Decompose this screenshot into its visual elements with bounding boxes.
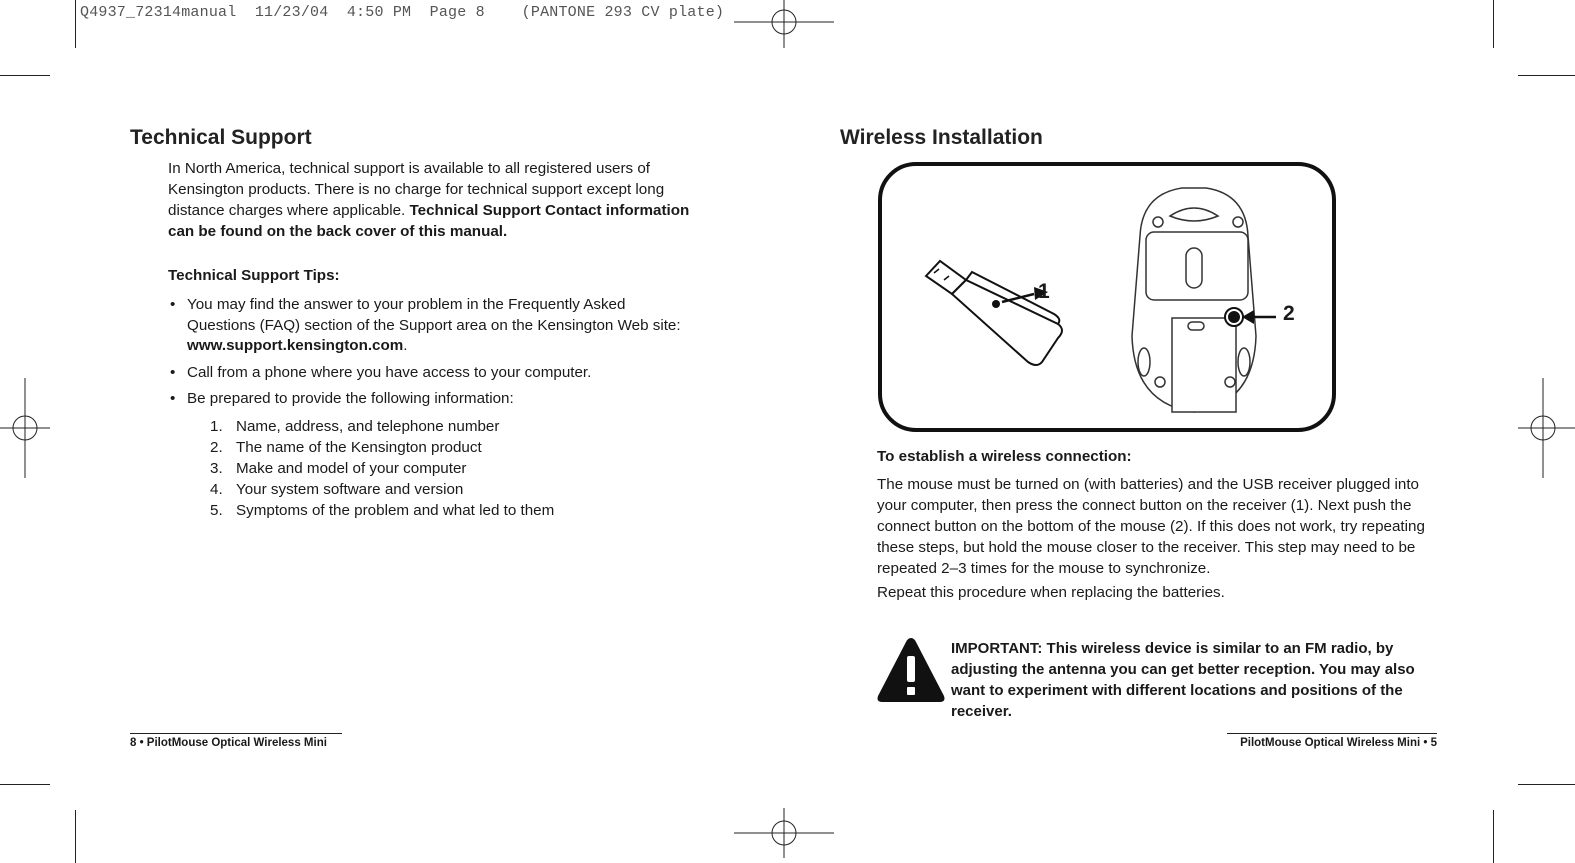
- intro-text: In North America, technical support is available to all registered users of Kensington products. There is no charge for technical support except long distance charges where applicable.: [168, 160, 665, 219]
- left-page-footer: 8 • PilotMouse Optical Wireless Mini: [130, 733, 342, 749]
- list-item: [210, 479, 554, 500]
- tip-text: Be prepared to provide the following information:: [187, 390, 514, 407]
- list-item: [210, 500, 554, 521]
- list-text: Your system software and version: [236, 481, 464, 498]
- installation-figure: [878, 162, 1336, 432]
- receiver-connect-button-icon: [992, 300, 1000, 308]
- list-number: 4.: [210, 481, 223, 498]
- list-item: [168, 295, 688, 357]
- tips-heading: Technical Support Tips:: [168, 267, 340, 284]
- list-number: 2.: [210, 439, 223, 456]
- bullet-icon: •: [170, 390, 176, 407]
- list-number: 1.: [210, 418, 223, 435]
- registration-mark-icon: [734, 0, 834, 48]
- repeat-note: Repeat this procedure when replacing the batteries.: [877, 584, 1225, 601]
- intro-contact-note: Technical Support Contact information can be found on the back cover of this manual.: [168, 202, 690, 240]
- tip-text: Call from a phone where you have access to your computer.: [187, 363, 592, 381]
- registration-mark-icon: [0, 378, 50, 478]
- right-page-footer: PilotMouse Optical Wireless Mini • 5: [1227, 733, 1437, 749]
- list-text: Make and model of your computer: [236, 460, 467, 477]
- list-item: [168, 363, 688, 384]
- list-text: Symptoms of the problem and what led to them: [236, 502, 555, 519]
- mouse-underside-icon: [1132, 188, 1256, 412]
- crop-mark: [1493, 0, 1494, 48]
- important-note: IMPORTANT: This wireless device is similar to an FM radio, by adjusting the antenna you can get better reception. You may also want to experiment with different locations and positions of the receiver.: [951, 640, 1415, 720]
- tip-text-end: .: [403, 337, 408, 354]
- warning-triangle-icon: [876, 636, 946, 704]
- list-number: 3.: [210, 460, 223, 477]
- crop-mark: [75, 0, 76, 48]
- crop-mark: [1518, 784, 1575, 785]
- list-item: [210, 437, 554, 458]
- crop-mark: [0, 784, 50, 785]
- list-item: [210, 458, 554, 479]
- usb-receiver-icon: [926, 261, 1062, 365]
- connection-instructions: The mouse must be turned on (with batteries) and the USB receiver plugged into your computer, then press the connect button on the receiver (1). Next push the connect button on the bottom of the mouse (2). If this does not work, try repeating these steps, but hold the mouse closer to the receiver. This step may need to be repeated 2–3 times for the mouse to synchronize.: [877, 476, 1425, 577]
- list-number: 5.: [210, 502, 223, 519]
- section-title-technical-support: Technical Support: [130, 126, 312, 149]
- callout-1: 1: [1038, 280, 1050, 303]
- bullet-icon: •: [170, 296, 176, 313]
- bullet-icon: •: [170, 363, 176, 381]
- list-item: [168, 389, 688, 410]
- registration-mark-icon: [734, 808, 834, 863]
- crop-mark: [1518, 75, 1575, 76]
- tip-text: You may find the answer to your problem in the Frequently Asked Questions (FAQ) section of the Support area on the Kensington Web site:: [187, 296, 681, 334]
- callout-2: 2: [1283, 302, 1295, 325]
- crop-mark: [0, 75, 50, 76]
- mouse-connect-button-icon: [1228, 311, 1240, 323]
- tips-list: [168, 295, 688, 416]
- support-website-link[interactable]: www.support.kensington.com: [187, 337, 404, 354]
- technical-support-intro: [168, 158, 698, 242]
- list-text: Name, address, and telephone number: [236, 418, 500, 435]
- crop-mark: [1493, 810, 1494, 863]
- list-item: [210, 416, 554, 437]
- crop-mark: [75, 810, 76, 863]
- connection-heading: To establish a wireless connection:: [877, 448, 1132, 465]
- registration-mark-icon: [1518, 378, 1575, 478]
- list-text: The name of the Kensington product: [236, 439, 482, 456]
- section-title-wireless-installation: Wireless Installation: [840, 126, 1043, 149]
- receiver-and-mouse-illustration: [882, 166, 1332, 428]
- printer-slug: Q4937_72314manual 11/23/04 4:50 PM Page 8 (PANTONE 293 CV plate): [80, 4, 725, 21]
- info-list: [210, 416, 554, 521]
